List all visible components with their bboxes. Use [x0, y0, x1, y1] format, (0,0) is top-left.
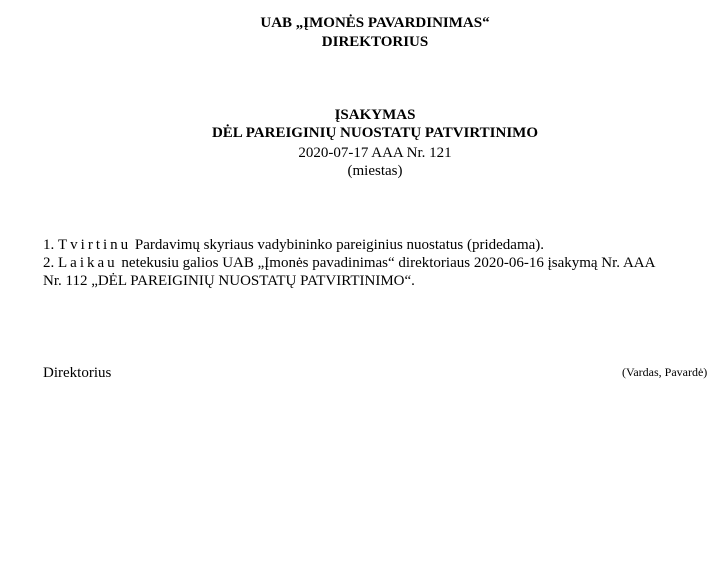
- company-name: UAB „ĮMONĖS PAVARDINIMAS“: [260, 15, 490, 31]
- item-2-verb: Laikau: [58, 255, 118, 271]
- company-role: DIREKTORIUS: [321, 34, 429, 50]
- document-date-number: 2020-07-17 AAA Nr. 121: [298, 145, 452, 161]
- document-type: ĮSAKYMAS: [334, 107, 416, 123]
- item-1-verb: Tvirtinu: [58, 237, 132, 253]
- item-1-text: Pardavimų skyriaus vadybininko pareiginius nuostatus (pridedama).: [134, 237, 545, 253]
- order-item-2: [43, 254, 655, 272]
- item-2-text: netekusiu galios UAB „Įmonės pavadinimas“ direktoriaus 2020-06-16 įsakymą Nr. AAA: [121, 255, 656, 271]
- signature-name-placeholder: (Vardas, Pavardė): [622, 365, 708, 379]
- signature-title: Direktorius: [43, 365, 112, 381]
- document-subject: DĖL PAREIGINIŲ NUOSTATŲ PATVIRTINIMO: [211, 125, 539, 141]
- item-2-number: 2.: [43, 255, 55, 271]
- item-1-number: 1.: [43, 237, 55, 253]
- order-item-1: [43, 236, 544, 254]
- document-place: (miestas): [347, 163, 403, 179]
- order-item-2-continuation: Nr. 112 „DĖL PAREIGINIŲ NUOSTATŲ PATVIRTINIMO“.: [43, 273, 415, 289]
